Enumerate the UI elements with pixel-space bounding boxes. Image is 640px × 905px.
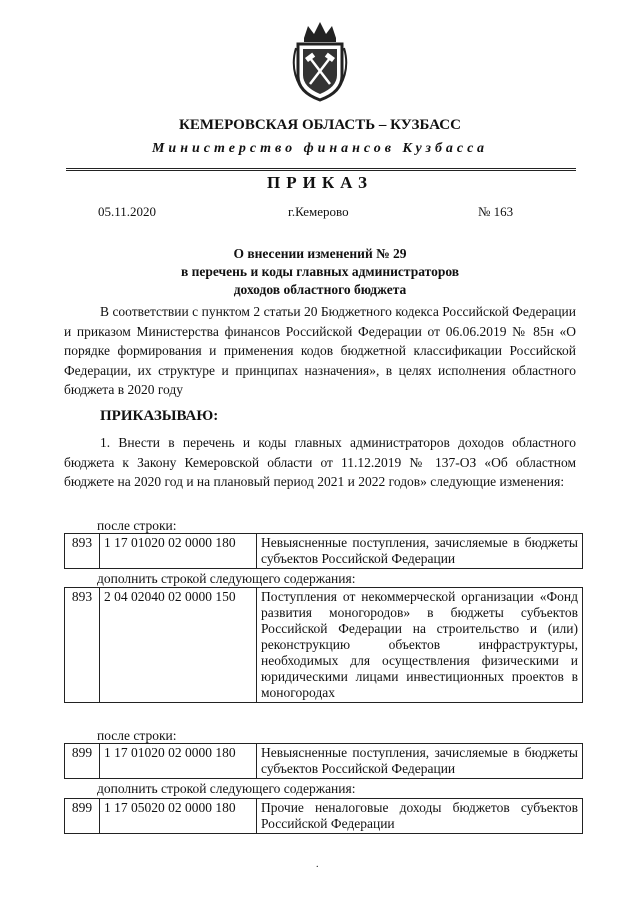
title-line-3: доходов областного бюджета — [233, 282, 407, 297]
table-row — [65, 588, 583, 703]
admin-code-cell: 893 — [65, 534, 100, 569]
table-row — [65, 799, 583, 834]
admin-code-cell: 899 — [65, 799, 100, 834]
after-row-table — [64, 533, 583, 569]
ministry-heading: Министерство финансов Кузбасса — [151, 141, 488, 156]
admin-code-cell: 893 — [65, 588, 100, 703]
budget-code-cell: 1 17 01020 02 0000 180 — [100, 744, 257, 779]
budget-code-cell: 1 17 05020 02 0000 180 — [100, 799, 257, 834]
title-line-1: О внесении изменений № 29 — [233, 246, 407, 261]
add-row-table — [64, 587, 583, 703]
document-date: 05.11.2020 — [98, 204, 157, 219]
header-divider — [66, 168, 576, 171]
budget-code-cell: 2 04 02040 02 0000 150 — [100, 588, 257, 703]
order-word: ПРИКАЗЫВАЮ: — [100, 408, 219, 424]
scan-mark: . — [316, 859, 319, 870]
after-row-label: после строки: — [97, 518, 177, 533]
income-name-cell: Невыясненные поступления, зачисляемые в бюджеты субъектов Российской Федерации — [257, 534, 583, 569]
after-row-label: после строки: — [97, 728, 177, 743]
add-row-label: дополнить строкой следующего содержания: — [97, 781, 356, 796]
admin-code-cell: 899 — [65, 744, 100, 779]
region-heading: КЕМЕРОВСКАЯ ОБЛАСТЬ – КУЗБАСС — [179, 117, 461, 133]
add-row-label: дополнить строкой следующего содержания: — [97, 571, 356, 586]
document-number: № 163 — [478, 204, 514, 219]
table-row — [65, 744, 583, 779]
income-name-cell: Невыясненные поступления, зачисляемые в бюджеты субъектов Российской Федерации — [257, 744, 583, 779]
budget-code-cell: 1 17 01020 02 0000 180 — [100, 534, 257, 569]
document-city: г.Кемерово — [288, 204, 349, 219]
income-name-cell: Прочие неналоговые доходы бюджетов субъектов Российской Федерации — [257, 799, 583, 834]
income-name-cell: Поступления от некоммерческой организации «Фонд развития моногородов» в бюджеты субъектов Российской Федерации на строительство и (или) реконструкцию объектов инфраструктуры, необходимых для осуществления физическими и юридическими лицами инвестиционных проектов в моногородах — [257, 588, 583, 703]
intro-paragraph: В соответствии с пунктом 2 статьи 20 Бюджетного кодекса Российской Федерации и приказом Министерства финансов Российской Федерации от 06.06.2019 № 85н «О порядке формирования и применения кодов бюджетной классификации Российской Федерации, их структуре и принципах назначения», в целях исполнения областного бюджета в 2020 году — [64, 304, 576, 397]
document-type: ПРИКАЗ — [267, 173, 373, 192]
title-line-2: в перечень и коды главных администраторов — [180, 264, 460, 279]
document-title — [0, 245, 640, 299]
after-row-table — [64, 743, 583, 779]
table-row — [65, 534, 583, 569]
add-row-table — [64, 798, 583, 834]
item-1-paragraph: 1. Внести в перечень и коды главных администраторов доходов областного бюджета к Закону Кемеровской области от 11.12.2019 № 137-ОЗ «Об областном бюджете на 2020 год и на плановый период 2021 и 2022 годов» следующие изменения: — [64, 435, 576, 489]
kuzbass-coat-of-arms-icon — [290, 18, 350, 102]
